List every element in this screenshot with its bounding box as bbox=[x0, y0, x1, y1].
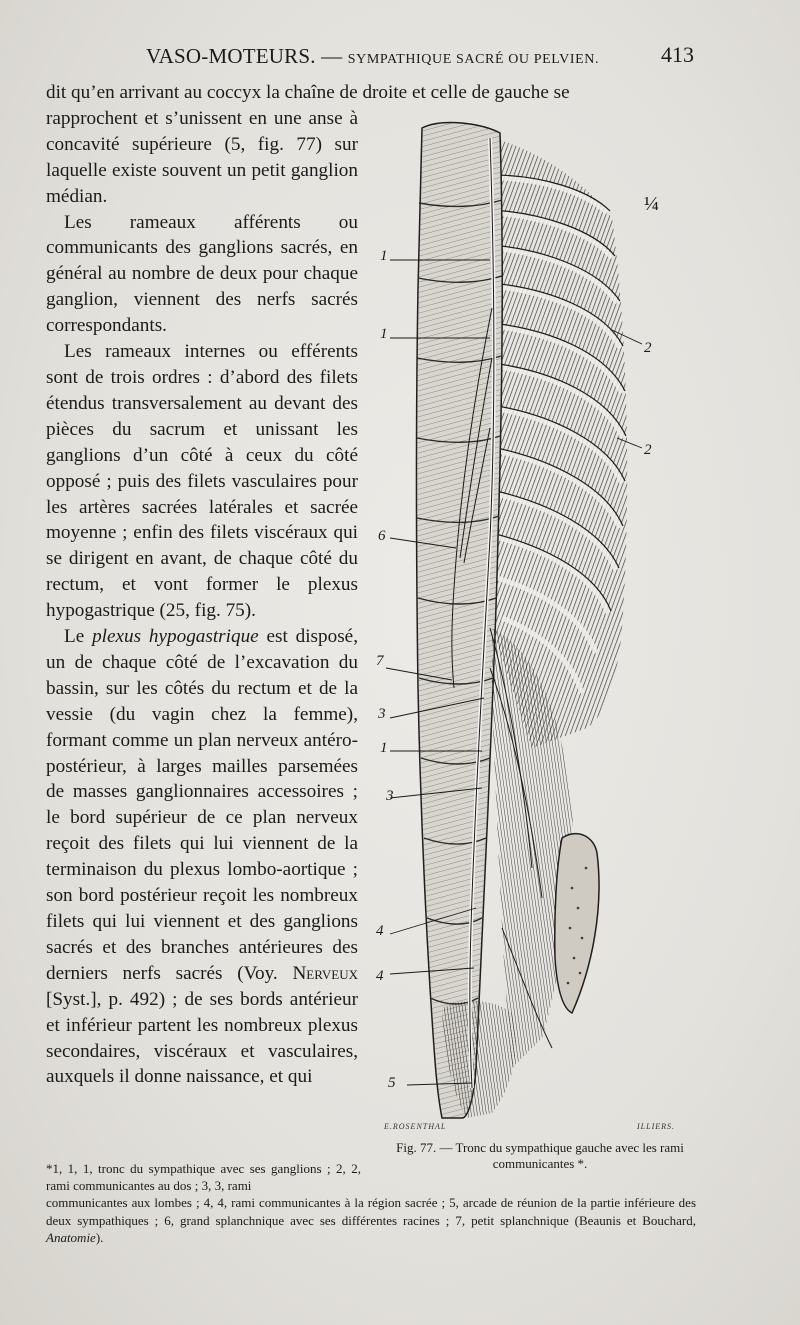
footnote-end: ). bbox=[95, 1229, 104, 1245]
figure-label-6: 6 bbox=[378, 528, 386, 544]
paragraph-4 bbox=[46, 624, 358, 1090]
paragraph-1-first-line: dit qu’en arrivant au coccyx la chaîne de droite et celle de gauche se bbox=[46, 82, 570, 103]
paragraph-4-text-a: est disposé, un de chaque côté de l’excavation du bassin, sur les côtés du rectum et de la vessie (du vagin chez la femme), formant comme un plan nerveux antéro-postérieur, à larges mailles parsemées de masses ganglionnaires accessoires ; le bord supérieur de ce plan nerveux reçoit des filets qui lui viennent de la terminaison du plexus lombo-aortique ; son bord postérieur reçoit les nombreux filets qui lui viennent et des ganglions sacrés et des branches antérieures des derniers nerfs sacrés (Voy. bbox=[46, 626, 358, 984]
sympathetic-trunk-engraving bbox=[372, 108, 702, 1148]
figure-77 bbox=[372, 108, 702, 1148]
cross-reference-nerveux: Nerveux bbox=[292, 962, 358, 984]
figure-label-3: 3 bbox=[386, 788, 394, 804]
figure-label-4: 4 bbox=[376, 923, 384, 939]
figure-label-1: 1 bbox=[380, 326, 388, 342]
paragraph-1 bbox=[46, 80, 570, 210]
footnote-source-title: Anatomie bbox=[46, 1229, 96, 1245]
page-number: 413 bbox=[661, 42, 694, 67]
footnote-first-part: *1, 1, 1, tronc du sympathique avec ses ganglions ; 2, 2, rami communicantes au dos ; 3, 3, rami bbox=[46, 1161, 361, 1194]
paragraph-4-lead: Le bbox=[64, 626, 93, 648]
engraver-signature-right: ILLIERS. bbox=[637, 1122, 675, 1131]
figure-label-1: 1 bbox=[380, 740, 388, 756]
paragraph-4-text-b: [Syst.], p. 492) ; de ses bords antérieur et inférieur partent les nombreux plexus secondaires, viscéraux et vasculaires, auxquels il donne naissance, et qui bbox=[46, 988, 358, 1088]
figure-label-1: 1 bbox=[380, 248, 388, 264]
paragraph-2: Les rameaux afférents ou communicants des ganglions sacrés, en général au nombre de deux pour chaque ganglion, viennent des nerfs sacrés correspondants. bbox=[46, 211, 358, 337]
figure-label-3: 3 bbox=[378, 706, 386, 722]
main-text-column bbox=[46, 80, 570, 1090]
paragraph-1-rest: rapprochent et s’unissent en une anse à concavité supérieure (5, fig. 77) sur laquelle existe souvent un petit ganglion médian. bbox=[46, 107, 358, 207]
running-head-subtitle: SYMPATHIQUE SACRÉ OU PELVIEN. bbox=[347, 52, 600, 67]
footnote-second-part: communicantes aux lombes ; 4, 4, rami communicantes à la région sacrée ; 5, arcade de réunion de la partie inférieure des deux sympathiques ; 6, grand splanchnique avec ses différentes racines ; 7, petit splanchnique (Beaunis et Bouchard, bbox=[46, 1195, 696, 1228]
iliac-bone-section bbox=[555, 834, 599, 1013]
engraver-signature: E.ROSENTHAL bbox=[384, 1122, 447, 1131]
term-plexus-hypogastrique: plexus hypogastrique bbox=[92, 626, 259, 648]
running-head bbox=[146, 44, 599, 69]
running-head-title: VASO-MOTEURS. — bbox=[146, 44, 343, 68]
figure-label-4: 4 bbox=[376, 968, 384, 984]
footnote bbox=[46, 1160, 696, 1246]
figure-label-7: 7 bbox=[376, 653, 384, 669]
figure-label-2: 2 bbox=[644, 340, 652, 356]
figure-label-5: 5 bbox=[388, 1075, 396, 1091]
page-header bbox=[140, 40, 700, 72]
page-margin-mark: ¼ bbox=[644, 193, 659, 215]
paragraph-3: Les rameaux internes ou efférents sont de trois ordres : d’abord des filets étendus transversalement au devant des pièces du sacrum et unissant les ganglions d’un côté à ceux du côté opposé ; puis des filets vasculaires pour les artères sacrées latérales et sacrée moyenne ; enfin des filets viscéraux qui se dirigent en avant, de chaque côté du rectum, et vont former le plexus hypogastrique (25, fig. 75). bbox=[46, 341, 358, 622]
figure-caption: Fig. 77. — Tronc du sympathique gauche avec les rami communicantes *. bbox=[396, 1140, 684, 1171]
figure-label-2: 2 bbox=[644, 442, 652, 458]
